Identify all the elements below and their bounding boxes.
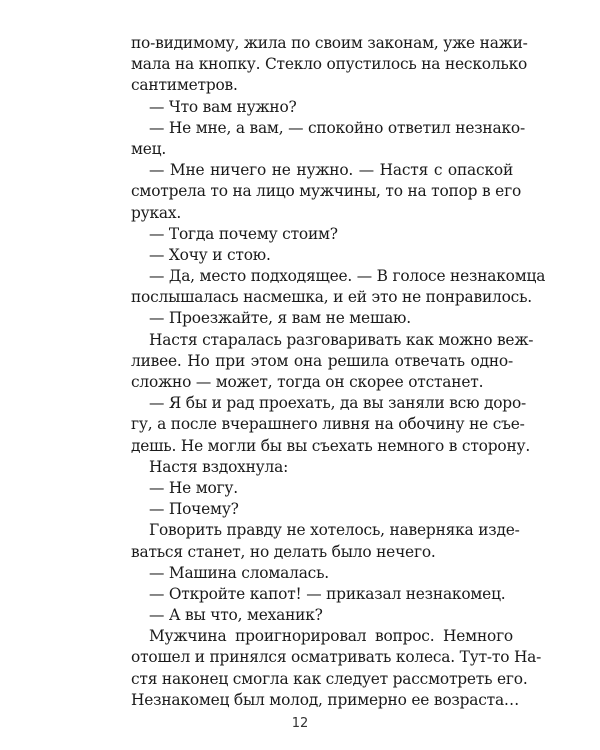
text-line: — Машина сломалась.	[149, 563, 329, 582]
text-line: — Проезжайте, я вам не мешаю.	[149, 309, 411, 328]
text-line: — Мне ничего не нужно. — Настя с опаской	[149, 161, 513, 180]
text-line: по-видимому, жила по своим законам, уже нажи-	[131, 34, 528, 52]
text-line: отошел и принялся осматривать колеса. Тут-то На-	[131, 648, 542, 667]
text-line: — Хочу и стою.	[149, 245, 271, 264]
text-line: — Не могу.	[149, 478, 238, 497]
text-line: Настя вздохнула:	[149, 457, 289, 476]
text-line: — Да, место подходящее. — В голосе незнакомца	[149, 267, 546, 286]
text-line: — Откройте капот! — приказал незнакомец.	[149, 584, 506, 603]
text-line: — Почему?	[149, 500, 239, 519]
text-line: ваться станет, но делать было нечего.	[131, 542, 436, 561]
text-line: — А вы что, механик?	[149, 606, 323, 625]
text-line: мец.	[131, 139, 167, 158]
text-line: Незнакомец был молод, примерно ее возраста…	[131, 690, 520, 709]
text-line: смотрела то на лицо мужчины, то на топор в его	[131, 182, 522, 201]
text-line: ливее. Но при этом она решила отвечать одно-	[131, 351, 513, 370]
text-line: Говорить правду не хотелось, наверняка изде-	[149, 521, 520, 540]
text-line: сложно — может, тогда он скорее отстанет.	[131, 373, 484, 391]
text-line: руках.	[131, 203, 182, 222]
text-line: мала на кнопку. Стекло опустилось на несколько	[131, 55, 528, 74]
text-line: — Не мне, а вам, — спокойно ответил незнако-	[149, 118, 525, 137]
text-line: сантиметров.	[131, 76, 238, 95]
text-line: стя наконец смогла как следует рассмотреть его.	[131, 669, 528, 688]
text-line: дешь. Не могли бы вы съехать немного в сторону.	[131, 436, 531, 455]
text-line: — Тогда почему стоим?	[149, 224, 338, 243]
text-line: — Что вам нужно?	[149, 97, 297, 116]
page-number: 12	[291, 716, 309, 731]
text-line: Мужчина проигнорировал вопрос. Немного	[149, 627, 513, 646]
text-line: Настя старалась разговаривать как можно веж-	[149, 330, 534, 349]
text-line: гу, а после вчерашнего ливня на обочину не съе-	[131, 415, 525, 434]
page-text	[131, 33, 546, 711]
text-line: — Я бы и рад проехать, да вы заняли всю доро-	[149, 394, 527, 413]
text-line: послышалась насмешка, и ей это не понравилось.	[131, 288, 532, 307]
